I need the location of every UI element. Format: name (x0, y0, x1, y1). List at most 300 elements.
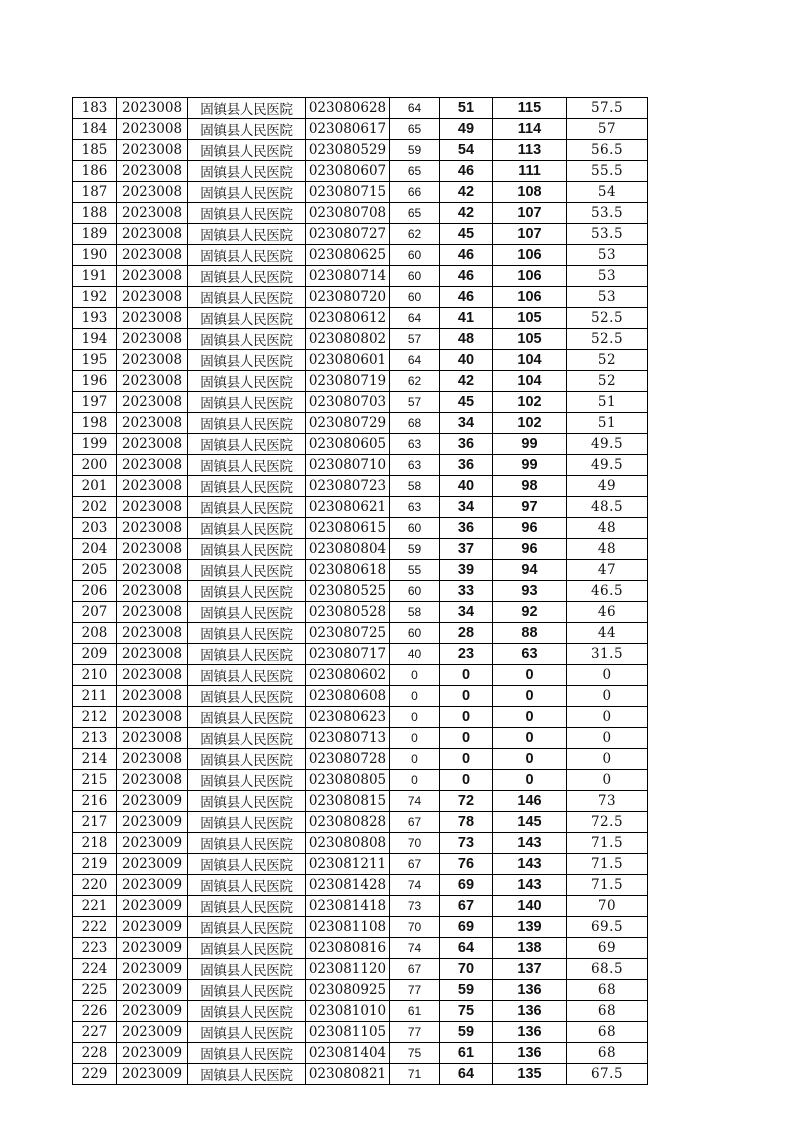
table-body (73, 98, 648, 1085)
composite-score-cell: 49.5 (567, 434, 648, 455)
composite-score-cell: 52 (567, 371, 648, 392)
ticket-number-cell: 023080602 (306, 665, 390, 686)
interview-score-cell: 69 (440, 875, 493, 896)
ticket-number-cell: 023081010 (306, 1001, 390, 1022)
serial-number-cell: 196 (73, 371, 117, 392)
employer-cell: 固镇县人民医院 (188, 896, 306, 917)
interview-score-cell: 64 (440, 938, 493, 959)
score-table (72, 97, 648, 1085)
serial-number-cell: 203 (73, 518, 117, 539)
ticket-number-cell: 023080805 (306, 770, 390, 791)
employer-cell: 固镇县人民医院 (188, 476, 306, 497)
serial-number-cell: 221 (73, 896, 117, 917)
written-score-cell: 60 (390, 581, 440, 602)
employer-cell: 固镇县人民医院 (188, 686, 306, 707)
serial-number-cell: 200 (73, 455, 117, 476)
interview-score-cell: 33 (440, 581, 493, 602)
ticket-number-cell: 023080717 (306, 644, 390, 665)
interview-score-cell: 40 (440, 350, 493, 371)
serial-number-cell: 229 (73, 1064, 117, 1085)
serial-number-cell: 207 (73, 602, 117, 623)
total-score-cell: 97 (493, 497, 567, 518)
interview-score-cell: 51 (440, 98, 493, 119)
employer-cell: 固镇县人民医院 (188, 119, 306, 140)
employer-cell: 固镇县人民医院 (188, 203, 306, 224)
employer-cell: 固镇县人民医院 (188, 308, 306, 329)
total-score-cell: 106 (493, 266, 567, 287)
ticket-number-cell: 023081108 (306, 917, 390, 938)
table-row (73, 287, 648, 308)
table-row (73, 665, 648, 686)
employer-cell: 固镇县人民医院 (188, 224, 306, 245)
ticket-number-cell: 023080612 (306, 308, 390, 329)
composite-score-cell: 0 (567, 749, 648, 770)
interview-score-cell: 36 (440, 518, 493, 539)
total-score-cell: 136 (493, 1022, 567, 1043)
composite-score-cell: 68 (567, 1043, 648, 1064)
serial-number-cell: 209 (73, 644, 117, 665)
interview-score-cell: 76 (440, 854, 493, 875)
position-code-cell: 2023008 (117, 707, 188, 728)
employer-cell: 固镇县人民医院 (188, 1043, 306, 1064)
table-row (73, 854, 648, 875)
ticket-number-cell: 023080608 (306, 686, 390, 707)
total-score-cell: 137 (493, 959, 567, 980)
table-row (73, 182, 648, 203)
written-score-cell: 40 (390, 644, 440, 665)
employer-cell: 固镇县人民医院 (188, 728, 306, 749)
employer-cell: 固镇县人民医院 (188, 140, 306, 161)
ticket-number-cell: 023080728 (306, 749, 390, 770)
position-code-cell: 2023009 (117, 938, 188, 959)
ticket-number-cell: 023080808 (306, 833, 390, 854)
employer-cell: 固镇县人民医院 (188, 266, 306, 287)
position-code-cell: 2023008 (117, 203, 188, 224)
total-score-cell: 140 (493, 896, 567, 917)
ticket-number-cell: 023080828 (306, 812, 390, 833)
position-code-cell: 2023008 (117, 686, 188, 707)
position-code-cell: 2023008 (117, 392, 188, 413)
ticket-number-cell: 023080703 (306, 392, 390, 413)
written-score-cell: 68 (390, 413, 440, 434)
table-row (73, 812, 648, 833)
position-code-cell: 2023008 (117, 413, 188, 434)
written-score-cell: 60 (390, 287, 440, 308)
position-code-cell: 2023009 (117, 833, 188, 854)
ticket-number-cell: 023081404 (306, 1043, 390, 1064)
interview-score-cell: 42 (440, 182, 493, 203)
total-score-cell: 106 (493, 245, 567, 266)
composite-score-cell: 69 (567, 938, 648, 959)
serial-number-cell: 194 (73, 329, 117, 350)
total-score-cell: 139 (493, 917, 567, 938)
interview-score-cell: 34 (440, 413, 493, 434)
table-row (73, 98, 648, 119)
written-score-cell: 0 (390, 728, 440, 749)
interview-score-cell: 39 (440, 560, 493, 581)
total-score-cell: 145 (493, 812, 567, 833)
ticket-number-cell: 023080601 (306, 350, 390, 371)
interview-score-cell: 75 (440, 1001, 493, 1022)
table-row (73, 497, 648, 518)
employer-cell: 固镇县人民医院 (188, 245, 306, 266)
position-code-cell: 2023008 (117, 749, 188, 770)
serial-number-cell: 187 (73, 182, 117, 203)
serial-number-cell: 198 (73, 413, 117, 434)
employer-cell: 固镇县人民医院 (188, 665, 306, 686)
interview-score-cell: 61 (440, 1043, 493, 1064)
total-score-cell: 143 (493, 854, 567, 875)
serial-number-cell: 217 (73, 812, 117, 833)
ticket-number-cell: 023081428 (306, 875, 390, 896)
serial-number-cell: 208 (73, 623, 117, 644)
employer-cell: 固镇县人民医院 (188, 434, 306, 455)
employer-cell: 固镇县人民医院 (188, 287, 306, 308)
written-score-cell: 67 (390, 959, 440, 980)
table-row (73, 413, 648, 434)
interview-score-cell: 40 (440, 476, 493, 497)
composite-score-cell: 69.5 (567, 917, 648, 938)
ticket-number-cell: 023080804 (306, 539, 390, 560)
written-score-cell: 60 (390, 266, 440, 287)
serial-number-cell: 190 (73, 245, 117, 266)
composite-score-cell: 0 (567, 665, 648, 686)
table-row (73, 980, 648, 1001)
serial-number-cell: 184 (73, 119, 117, 140)
total-score-cell: 107 (493, 224, 567, 245)
employer-cell: 固镇县人民医院 (188, 938, 306, 959)
interview-score-cell: 64 (440, 1064, 493, 1085)
employer-cell: 固镇县人民医院 (188, 875, 306, 896)
interview-score-cell: 48 (440, 329, 493, 350)
ticket-number-cell: 023080618 (306, 560, 390, 581)
composite-score-cell: 53 (567, 245, 648, 266)
composite-score-cell: 71.5 (567, 833, 648, 854)
total-score-cell: 105 (493, 308, 567, 329)
ticket-number-cell: 023080729 (306, 413, 390, 434)
ticket-number-cell: 023080725 (306, 623, 390, 644)
composite-score-cell: 53.5 (567, 224, 648, 245)
serial-number-cell: 222 (73, 917, 117, 938)
employer-cell: 固镇县人民医院 (188, 854, 306, 875)
serial-number-cell: 218 (73, 833, 117, 854)
ticket-number-cell: 023080621 (306, 497, 390, 518)
employer-cell: 固镇县人民医院 (188, 791, 306, 812)
serial-number-cell: 186 (73, 161, 117, 182)
table-row (73, 602, 648, 623)
table-row (73, 518, 648, 539)
interview-score-cell: 36 (440, 434, 493, 455)
table-row (73, 1022, 648, 1043)
employer-cell: 固镇县人民医院 (188, 1064, 306, 1085)
written-score-cell: 70 (390, 833, 440, 854)
serial-number-cell: 205 (73, 560, 117, 581)
position-code-cell: 2023009 (117, 896, 188, 917)
written-score-cell: 60 (390, 518, 440, 539)
total-score-cell: 0 (493, 665, 567, 686)
composite-score-cell: 0 (567, 770, 648, 791)
table-row (73, 623, 648, 644)
serial-number-cell: 228 (73, 1043, 117, 1064)
ticket-number-cell: 023080723 (306, 476, 390, 497)
interview-score-cell: 0 (440, 707, 493, 728)
employer-cell: 固镇县人民医院 (188, 350, 306, 371)
serial-number-cell: 226 (73, 1001, 117, 1022)
ticket-number-cell: 023081120 (306, 959, 390, 980)
composite-score-cell: 48 (567, 518, 648, 539)
ticket-number-cell: 023080710 (306, 455, 390, 476)
interview-score-cell: 0 (440, 665, 493, 686)
position-code-cell: 2023008 (117, 434, 188, 455)
written-score-cell: 0 (390, 770, 440, 791)
table-row (73, 266, 648, 287)
total-score-cell: 146 (493, 791, 567, 812)
interview-score-cell: 36 (440, 455, 493, 476)
written-score-cell: 61 (390, 1001, 440, 1022)
employer-cell: 固镇县人民医院 (188, 560, 306, 581)
serial-number-cell: 183 (73, 98, 117, 119)
composite-score-cell: 0 (567, 728, 648, 749)
total-score-cell: 102 (493, 413, 567, 434)
table-row (73, 791, 648, 812)
table-row (73, 959, 648, 980)
employer-cell: 固镇县人民医院 (188, 749, 306, 770)
table-row (73, 119, 648, 140)
position-code-cell: 2023008 (117, 602, 188, 623)
employer-cell: 固镇县人民医院 (188, 329, 306, 350)
ticket-number-cell: 023081418 (306, 896, 390, 917)
serial-number-cell: 214 (73, 749, 117, 770)
serial-number-cell: 192 (73, 287, 117, 308)
total-score-cell: 99 (493, 455, 567, 476)
written-score-cell: 77 (390, 1022, 440, 1043)
interview-score-cell: 54 (440, 140, 493, 161)
table-row (73, 644, 648, 665)
table-row (73, 833, 648, 854)
ticket-number-cell: 023080816 (306, 938, 390, 959)
position-code-cell: 2023009 (117, 791, 188, 812)
employer-cell: 固镇县人民医院 (188, 812, 306, 833)
position-code-cell: 2023008 (117, 728, 188, 749)
employer-cell: 固镇县人民医院 (188, 959, 306, 980)
serial-number-cell: 227 (73, 1022, 117, 1043)
interview-score-cell: 0 (440, 749, 493, 770)
written-score-cell: 59 (390, 140, 440, 161)
composite-score-cell: 46.5 (567, 581, 648, 602)
position-code-cell: 2023009 (117, 917, 188, 938)
composite-score-cell: 67.5 (567, 1064, 648, 1085)
interview-score-cell: 69 (440, 917, 493, 938)
serial-number-cell: 206 (73, 581, 117, 602)
position-code-cell: 2023008 (117, 455, 188, 476)
written-score-cell: 67 (390, 854, 440, 875)
written-score-cell: 74 (390, 791, 440, 812)
position-code-cell: 2023008 (117, 287, 188, 308)
employer-cell: 固镇县人民医院 (188, 917, 306, 938)
table-row (73, 581, 648, 602)
table-row (73, 560, 648, 581)
position-code-cell: 2023009 (117, 854, 188, 875)
serial-number-cell: 191 (73, 266, 117, 287)
ticket-number-cell: 023080529 (306, 140, 390, 161)
composite-score-cell: 44 (567, 623, 648, 644)
position-code-cell: 2023009 (117, 1001, 188, 1022)
ticket-number-cell: 023080605 (306, 434, 390, 455)
table-row (73, 770, 648, 791)
ticket-number-cell: 023080821 (306, 1064, 390, 1085)
ticket-number-cell: 023080713 (306, 728, 390, 749)
written-score-cell: 70 (390, 917, 440, 938)
ticket-number-cell: 023080720 (306, 287, 390, 308)
serial-number-cell: 204 (73, 539, 117, 560)
ticket-number-cell: 023080528 (306, 602, 390, 623)
composite-score-cell: 48.5 (567, 497, 648, 518)
total-score-cell: 96 (493, 518, 567, 539)
total-score-cell: 143 (493, 875, 567, 896)
composite-score-cell: 68 (567, 980, 648, 1001)
interview-score-cell: 67 (440, 896, 493, 917)
interview-score-cell: 73 (440, 833, 493, 854)
employer-cell: 固镇县人民医院 (188, 518, 306, 539)
total-score-cell: 143 (493, 833, 567, 854)
table-row (73, 728, 648, 749)
composite-score-cell: 49 (567, 476, 648, 497)
table-row (73, 308, 648, 329)
ticket-number-cell: 023080617 (306, 119, 390, 140)
position-code-cell: 2023009 (117, 1064, 188, 1085)
composite-score-cell: 54 (567, 182, 648, 203)
ticket-number-cell: 023080719 (306, 371, 390, 392)
position-code-cell: 2023009 (117, 959, 188, 980)
written-score-cell: 74 (390, 938, 440, 959)
table-row (73, 329, 648, 350)
interview-score-cell: 45 (440, 224, 493, 245)
total-score-cell: 108 (493, 182, 567, 203)
ticket-number-cell: 023080525 (306, 581, 390, 602)
written-score-cell: 64 (390, 308, 440, 329)
ticket-number-cell: 023080715 (306, 182, 390, 203)
position-code-cell: 2023008 (117, 161, 188, 182)
total-score-cell: 111 (493, 161, 567, 182)
composite-score-cell: 71.5 (567, 875, 648, 896)
total-score-cell: 102 (493, 392, 567, 413)
total-score-cell: 0 (493, 770, 567, 791)
table-row (73, 392, 648, 413)
employer-cell: 固镇县人民医院 (188, 539, 306, 560)
position-code-cell: 2023009 (117, 812, 188, 833)
total-score-cell: 94 (493, 560, 567, 581)
interview-score-cell: 42 (440, 203, 493, 224)
interview-score-cell: 59 (440, 1022, 493, 1043)
position-code-cell: 2023008 (117, 518, 188, 539)
employer-cell: 固镇县人民医院 (188, 644, 306, 665)
position-code-cell: 2023008 (117, 665, 188, 686)
total-score-cell: 93 (493, 581, 567, 602)
written-score-cell: 55 (390, 560, 440, 581)
composite-score-cell: 73 (567, 791, 648, 812)
employer-cell: 固镇县人民医院 (188, 602, 306, 623)
composite-score-cell: 70 (567, 896, 648, 917)
written-score-cell: 75 (390, 1043, 440, 1064)
serial-number-cell: 223 (73, 938, 117, 959)
ticket-number-cell: 023080727 (306, 224, 390, 245)
written-score-cell: 58 (390, 602, 440, 623)
interview-score-cell: 0 (440, 686, 493, 707)
employer-cell: 固镇县人民医院 (188, 161, 306, 182)
serial-number-cell: 225 (73, 980, 117, 1001)
written-score-cell: 74 (390, 875, 440, 896)
position-code-cell: 2023009 (117, 1043, 188, 1064)
position-code-cell: 2023008 (117, 770, 188, 791)
total-score-cell: 138 (493, 938, 567, 959)
ticket-number-cell: 023080815 (306, 791, 390, 812)
employer-cell: 固镇县人民医院 (188, 1001, 306, 1022)
written-score-cell: 59 (390, 539, 440, 560)
employer-cell: 固镇县人民医院 (188, 623, 306, 644)
table-row (73, 434, 648, 455)
composite-score-cell: 55.5 (567, 161, 648, 182)
table-row (73, 1043, 648, 1064)
total-score-cell: 105 (493, 329, 567, 350)
table-row (73, 455, 648, 476)
employer-cell: 固镇县人民医院 (188, 581, 306, 602)
employer-cell: 固镇县人民医院 (188, 182, 306, 203)
written-score-cell: 0 (390, 749, 440, 770)
written-score-cell: 0 (390, 665, 440, 686)
interview-score-cell: 34 (440, 602, 493, 623)
position-code-cell: 2023008 (117, 623, 188, 644)
position-code-cell: 2023008 (117, 245, 188, 266)
written-score-cell: 73 (390, 896, 440, 917)
ticket-number-cell: 023080615 (306, 518, 390, 539)
position-code-cell: 2023008 (117, 644, 188, 665)
position-code-cell: 2023008 (117, 266, 188, 287)
composite-score-cell: 52.5 (567, 329, 648, 350)
employer-cell: 固镇县人民医院 (188, 707, 306, 728)
written-score-cell: 60 (390, 245, 440, 266)
ticket-number-cell: 023080607 (306, 161, 390, 182)
written-score-cell: 57 (390, 329, 440, 350)
total-score-cell: 113 (493, 140, 567, 161)
position-code-cell: 2023008 (117, 350, 188, 371)
ticket-number-cell: 023081211 (306, 854, 390, 875)
composite-score-cell: 49.5 (567, 455, 648, 476)
written-score-cell: 63 (390, 497, 440, 518)
interview-score-cell: 70 (440, 959, 493, 980)
table-row (73, 371, 648, 392)
table-row (73, 161, 648, 182)
total-score-cell: 104 (493, 350, 567, 371)
serial-number-cell: 189 (73, 224, 117, 245)
position-code-cell: 2023009 (117, 980, 188, 1001)
composite-score-cell: 0 (567, 707, 648, 728)
written-score-cell: 62 (390, 371, 440, 392)
table-row (73, 476, 648, 497)
composite-score-cell: 68.5 (567, 959, 648, 980)
interview-score-cell: 72 (440, 791, 493, 812)
interview-score-cell: 28 (440, 623, 493, 644)
composite-score-cell: 71.5 (567, 854, 648, 875)
total-score-cell: 96 (493, 539, 567, 560)
table-row (73, 1001, 648, 1022)
total-score-cell: 115 (493, 98, 567, 119)
composite-score-cell: 31.5 (567, 644, 648, 665)
table-row (73, 896, 648, 917)
serial-number-cell: 211 (73, 686, 117, 707)
position-code-cell: 2023008 (117, 560, 188, 581)
position-code-cell: 2023009 (117, 875, 188, 896)
employer-cell: 固镇县人民医院 (188, 455, 306, 476)
